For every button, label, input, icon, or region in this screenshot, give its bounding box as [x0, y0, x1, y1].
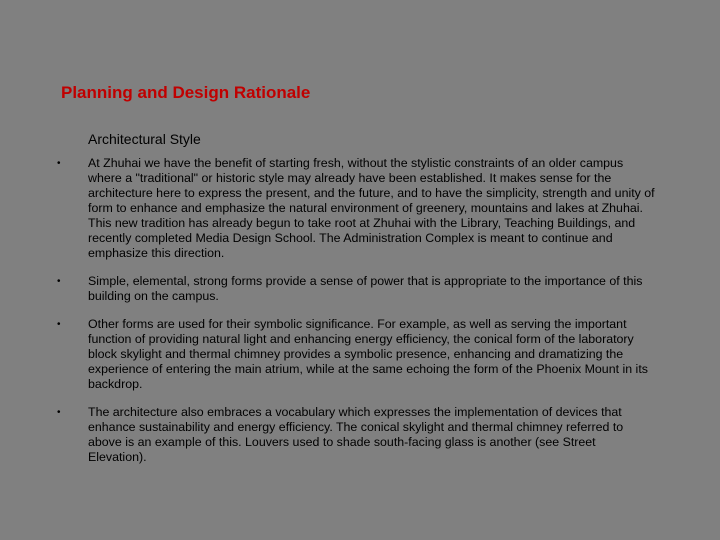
bullet-text: Simple, elemental, strong forms provide a sense of power that is appropriate to the importance of this building on the campus.: [88, 274, 643, 303]
bullet-item: [57, 317, 657, 392]
bullet-item: [57, 156, 657, 261]
bullet-text: At Zhuhai we have the benefit of starting fresh, without the stylistic constraints of an older campus where a "traditional" or historic style may already have been established. It makes sense for the architecture here to express the present, and the future, and to have the simplicity, strength and unity of form to enhance and emphasize the natural environment of greenery, mountains and lakes at Zhuhai. This new tradition has already begun to take root at Zhuhai with the Library, Teaching Buildings, and recently completed Media Design School. The Administration Complex is meant to continue and emphasize this direction.: [88, 156, 655, 260]
bullet-icon: •: [57, 276, 61, 287]
bullet-list: [57, 156, 657, 478]
bullet-item: [57, 405, 657, 465]
slide-title: Planning and Design Rationale: [61, 83, 311, 102]
bullet-icon: •: [57, 407, 61, 418]
bullet-text: The architecture also embraces a vocabulary which expresses the implementation of devices that enhance sustainability and energy efficiency. The conical skylight and thermal chimney referred to above is an example of this. Louvers used to shade south-facing glass is another (see Street Elevation).: [88, 405, 624, 464]
bullet-icon: •: [57, 319, 61, 330]
bullet-icon: •: [57, 158, 61, 169]
section-heading: Architectural Style: [88, 131, 201, 147]
bullet-text: Other forms are used for their symbolic significance. For example, as well as serving the important function of providing natural light and enhancing energy efficiency, the conical form of the laboratory block skylight and thermal chimney provides a symbolic presence, enhancing and dramatizing the experience of entering the main atrium, while at the same echoing the form of the Phoenix Mount in its backdrop.: [88, 317, 648, 391]
bullet-item: [57, 274, 657, 304]
